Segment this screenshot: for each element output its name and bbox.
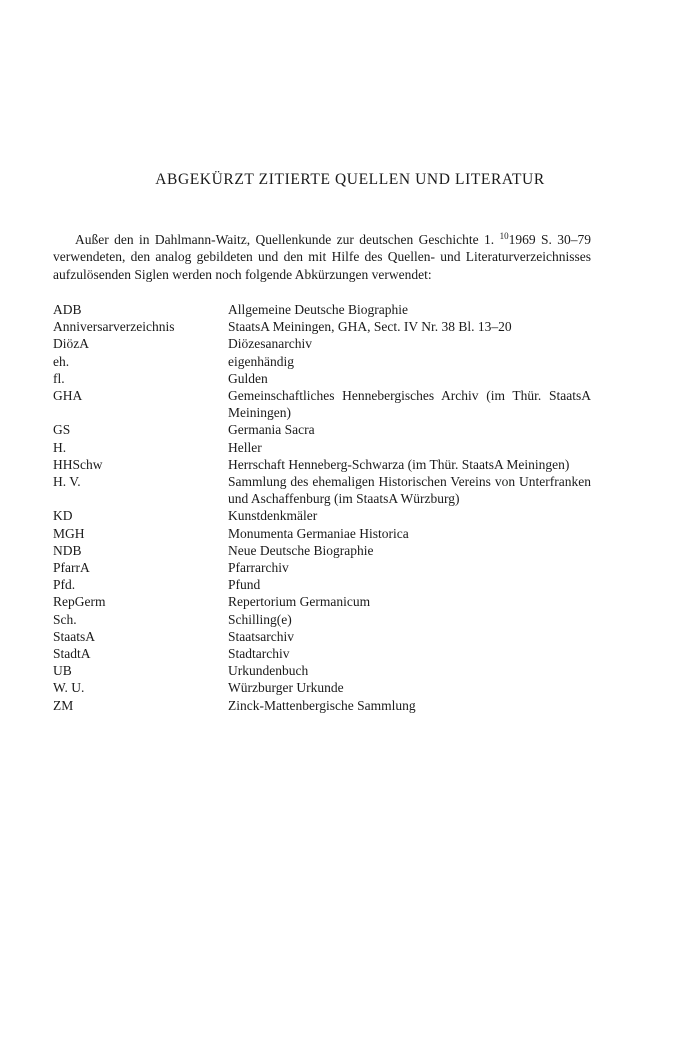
abbreviation-meaning: Monumenta Germaniae Historica [228, 525, 409, 541]
abbreviation-meaning: Gemeinschaftliches Hennebergisches Archiv (im Thür. StaatsA Meiningen) [228, 388, 591, 421]
abbreviation-row [53, 318, 591, 335]
abbreviation-term: StaatsA [53, 628, 95, 644]
abbreviation-row [53, 370, 591, 387]
abbreviation-term: NDB [53, 542, 82, 558]
abbreviation-row [53, 507, 591, 524]
abbreviation-meaning: Allgemeine Deutsche Biographie [228, 302, 408, 317]
abbreviation-term: fl. [53, 370, 65, 386]
abbreviation-row [53, 439, 591, 456]
abbreviation-row [53, 456, 591, 473]
abbreviation-term: ADB [53, 302, 82, 317]
intro-paragraph [53, 231, 591, 283]
abbreviation-meaning: Diözesanarchiv [228, 336, 312, 352]
abbreviation-term: W. U. [53, 680, 85, 696]
abbreviation-term: H. V. [53, 474, 81, 490]
abbreviation-term: Sch. [53, 611, 77, 627]
abbreviation-row [53, 576, 591, 593]
abbreviation-term: PfarrA [53, 560, 90, 576]
abbreviation-term: MGH [53, 525, 85, 541]
abbreviation-term: eh. [53, 353, 70, 369]
abbreviation-list [53, 301, 591, 714]
abbreviation-row [53, 645, 591, 662]
abbreviation-row [53, 679, 591, 696]
abbreviation-term: RepGerm [53, 594, 106, 610]
abbreviation-meaning: eigenhändig [228, 353, 294, 369]
abbreviation-meaning: Stadtarchiv [228, 646, 290, 662]
abbreviation-row [53, 525, 591, 542]
abbreviation-meaning: Pfund [228, 577, 261, 593]
abbreviation-row [53, 593, 591, 610]
abbreviation-term: HHSchw [53, 456, 103, 472]
abbreviation-row [53, 559, 591, 576]
abbreviation-row [53, 353, 591, 370]
abbreviation-term: StadtA [53, 646, 91, 662]
abbreviation-meaning: Sammlung des ehemaligen Historischen Vereins von Unterfranken und Aschaffenburg (im StaatsA Würzburg) [228, 474, 591, 507]
intro-text-start: Außer den in Dahlmann-Waitz, Quellenkunde zur deutschen Geschichte 1. [75, 232, 500, 247]
abbreviation-row [53, 335, 591, 352]
abbreviation-row [53, 542, 591, 559]
abbreviation-meaning: Gulden [228, 370, 268, 386]
abbreviation-meaning: Repertorium Germanicum [228, 594, 371, 610]
abbreviation-meaning: Urkundenbuch [228, 663, 309, 679]
abbreviation-term: Anniversarverzeichnis [53, 319, 175, 335]
abbreviation-row [53, 628, 591, 645]
abbreviation-meaning: Schilling(e) [228, 611, 292, 627]
abbreviation-row [53, 301, 591, 318]
abbreviation-term: GS [53, 422, 71, 438]
abbreviation-row [53, 473, 591, 507]
abbreviation-row [53, 611, 591, 628]
abbreviation-meaning: Kunstdenkmäler [228, 508, 318, 524]
abbreviation-meaning: Würzburger Urkunde [228, 680, 344, 696]
abbreviation-row [53, 697, 591, 714]
abbreviation-row [53, 662, 591, 679]
abbreviation-meaning: Neue Deutsche Biographie [228, 542, 374, 558]
abbreviation-term: H. [53, 439, 67, 455]
abbreviation-term: Pfd. [53, 577, 76, 593]
abbreviation-meaning: Heller [228, 439, 262, 455]
abbreviation-meaning: Zinck-Mattenbergische Sammlung [228, 697, 416, 713]
page-title: ABGEKÜRZT ZITIERTE QUELLEN UND LITERATUR [155, 171, 545, 188]
abbreviation-meaning: Pfarrarchiv [228, 560, 289, 576]
abbreviation-row [53, 421, 591, 438]
abbreviation-meaning: Staatsarchiv [228, 628, 294, 644]
abbreviation-meaning: StaatsA Meiningen, GHA, Sect. IV Nr. 38 Bl. 13–20 [228, 319, 512, 335]
abbreviation-term: DiözA [53, 336, 89, 352]
abbreviation-term: ZM [53, 697, 74, 713]
abbreviation-term: GHA [53, 388, 83, 404]
abbreviation-row [53, 387, 591, 421]
abbreviation-meaning: Herrschaft Henneberg-Schwarza (im Thür. StaatsA Meiningen) [228, 456, 570, 472]
edition-superscript: 10 [499, 231, 509, 241]
abbreviation-term: KD [53, 508, 73, 524]
abbreviation-meaning: Germania Sacra [228, 422, 315, 438]
abbreviation-term: UB [53, 663, 72, 679]
intro-text-end: 1969 S. 30–79 verwendeten, den analog gebildeten und den mit Hilfe des Quellen- und Literaturverzeichnisses aufzulösenden Siglen werden noch folgende Abkürzungen verwendet: [53, 232, 591, 282]
